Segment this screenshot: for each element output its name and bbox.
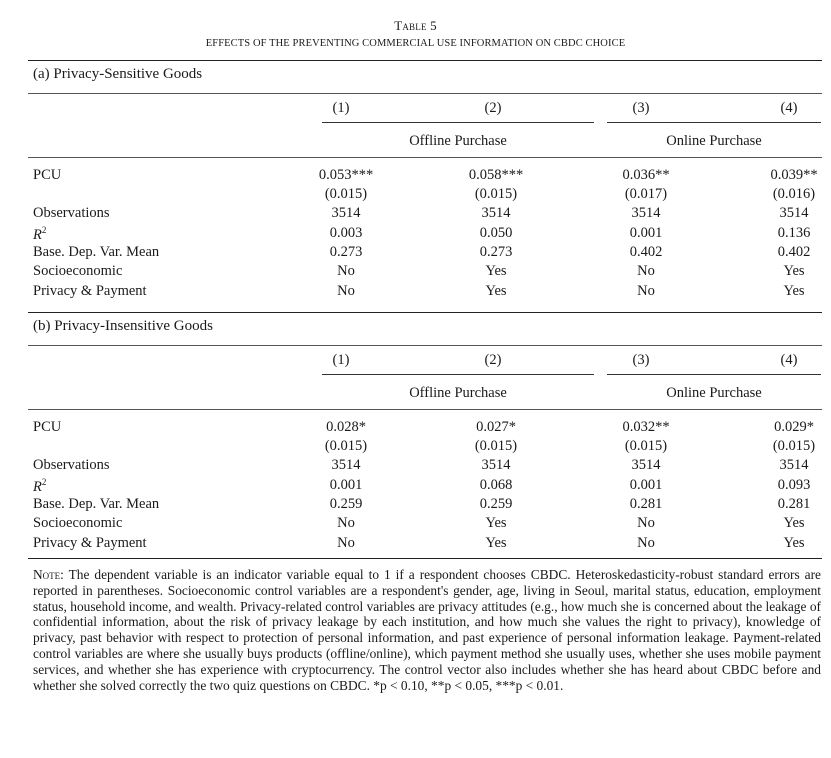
group-header-online: Online Purchase <box>666 133 762 149</box>
table-cell: Yes <box>783 515 805 531</box>
table-cell: 0.003 <box>329 225 363 241</box>
table-cell: No <box>337 283 355 299</box>
row-label: Privacy & Payment <box>33 535 147 551</box>
table-cell: 3514 <box>779 205 809 221</box>
table-cell: 3514 <box>631 205 661 221</box>
group-header-online: Online Purchase <box>666 385 762 401</box>
table-cell: 3514 <box>331 205 361 221</box>
table-cell: (0.015) <box>474 438 518 454</box>
table-cell: No <box>637 515 655 531</box>
table-cell: 0.028* <box>326 419 366 435</box>
table-cell: No <box>637 263 655 279</box>
table-cell: (0.015) <box>624 438 668 454</box>
table-note <box>33 567 821 693</box>
row-label: PCU <box>33 419 62 435</box>
table-cell: 0.281 <box>629 496 663 512</box>
table-cell: Yes <box>783 283 805 299</box>
group-header-offline: Offline Purchase <box>409 133 507 149</box>
row-label: Observations <box>33 205 110 221</box>
table-cell: (0.015) <box>324 186 368 202</box>
panel-label: (a) Privacy-Sensitive Goods <box>33 66 203 82</box>
table-cell: 0.093 <box>777 477 811 493</box>
table-cell: 0.058*** <box>468 167 524 183</box>
panel-top-rule <box>28 312 822 313</box>
row-label: $R^2$ <box>33 225 47 243</box>
table-cell: 0.273 <box>329 244 363 260</box>
column-number: (3) <box>632 352 650 368</box>
row-label: Observations <box>33 457 110 473</box>
panel-header-rule <box>28 345 822 346</box>
table-cell: No <box>337 535 355 551</box>
table-cell: 0.402 <box>629 244 663 260</box>
table-cell: 3514 <box>481 205 511 221</box>
table-cell: No <box>337 263 355 279</box>
group-underline <box>322 374 594 375</box>
table-cell: No <box>637 535 655 551</box>
table-cell: 0.259 <box>329 496 363 512</box>
table-cell: Yes <box>485 263 507 279</box>
note-lead: Note: <box>33 567 64 582</box>
table-cell: 0.259 <box>479 496 513 512</box>
table-bottom-rule <box>28 558 822 559</box>
row-label: Socioeconomic <box>33 263 123 279</box>
table-cell: Yes <box>783 535 805 551</box>
table-title: Table 5 <box>394 18 437 33</box>
table-cell: 0.039** <box>770 167 818 183</box>
table-cell: 3514 <box>779 457 809 473</box>
table-cell: (0.015) <box>772 438 816 454</box>
table-cell: Yes <box>485 283 507 299</box>
table-cell: Yes <box>783 263 805 279</box>
row-label: Privacy & Payment <box>33 283 147 299</box>
table-cell: No <box>337 515 355 531</box>
note-body: The dependent variable is an indicator variable equal to 1 if a respondent chooses CBDC. Heteroskedasticity-robust standard errors are reported in parentheses. Socioeconomic control variables are a respondent's gender, age, living in Seoul, marital status, education, employment status, household income, and wealth. Privacy-related control variables are privacy attitudes (e.g., how much she is concerned about the leakage of confidential information, about the risk of privacy leakage by each institution, and how much she values the right to privacy), knowledge of privacy, past behavior with respect to protection of personal information, and past experience of personal information leakage. Payment-related control variables are where she usually buys products (offline/online), which payment method she usually uses, whether she uses mobile payment services, and whether she has experience with cryptocurrency. The control vector also includes whether she has heard about CBDC before and whether she solved correctly the two quiz questions on CBDC. *p < 0.10, **p < 0.05, ***p < 0.01. <box>33 567 821 693</box>
table-cell: 0.053*** <box>318 167 374 183</box>
group-underline <box>607 122 821 123</box>
group-header-offline: Offline Purchase <box>409 385 507 401</box>
panel-top-rule <box>28 60 822 61</box>
table-cell: 0.032** <box>622 419 670 435</box>
row-label: Base. Dep. Var. Mean <box>33 496 160 512</box>
column-number: (1) <box>332 352 350 368</box>
row-label: $R^2$ <box>33 477 47 495</box>
column-number: (4) <box>780 352 798 368</box>
group-underline <box>322 122 594 123</box>
group-underline <box>607 374 821 375</box>
table-cell: Yes <box>485 535 507 551</box>
row-label: PCU <box>33 167 62 183</box>
table-cell: 3514 <box>481 457 511 473</box>
table-cell: 0.068 <box>479 477 513 493</box>
panel-label: (b) Privacy-Insensitive Goods <box>33 318 213 334</box>
table-cell: 0.036** <box>622 167 670 183</box>
table-cell: 0.029* <box>774 419 814 435</box>
table-subtitle: EFFECTS OF THE PREVENTING COMMERCIAL USE INFORMATION ON CBDC CHOICE <box>205 38 626 49</box>
panel-header-rule <box>28 93 822 94</box>
column-number: (4) <box>780 100 798 116</box>
table-cell: 0.136 <box>777 225 811 241</box>
table-cell: (0.016) <box>772 186 816 202</box>
column-number: (2) <box>484 100 502 116</box>
column-number: (1) <box>332 100 350 116</box>
table-cell: 0.402 <box>777 244 811 260</box>
row-label: Base. Dep. Var. Mean <box>33 244 160 260</box>
row-label: Socioeconomic <box>33 515 123 531</box>
table-cell: 0.050 <box>479 225 513 241</box>
panel-body-rule <box>28 409 822 410</box>
table-cell: 0.001 <box>329 477 363 493</box>
table-cell: 0.001 <box>629 477 663 493</box>
table-cell: (0.015) <box>474 186 518 202</box>
table-cell: No <box>637 283 655 299</box>
table-cell: 3514 <box>331 457 361 473</box>
table-cell: 0.281 <box>777 496 811 512</box>
column-number: (3) <box>632 100 650 116</box>
table-cell: 0.273 <box>479 244 513 260</box>
table-cell: 0.027* <box>476 419 516 435</box>
table-cell: 3514 <box>631 457 661 473</box>
table-cell: 0.001 <box>629 225 663 241</box>
table-cell: Yes <box>485 515 507 531</box>
column-number: (2) <box>484 352 502 368</box>
panel-body-rule <box>28 157 822 158</box>
table-cell: (0.015) <box>324 438 368 454</box>
table-cell: (0.017) <box>624 186 668 202</box>
